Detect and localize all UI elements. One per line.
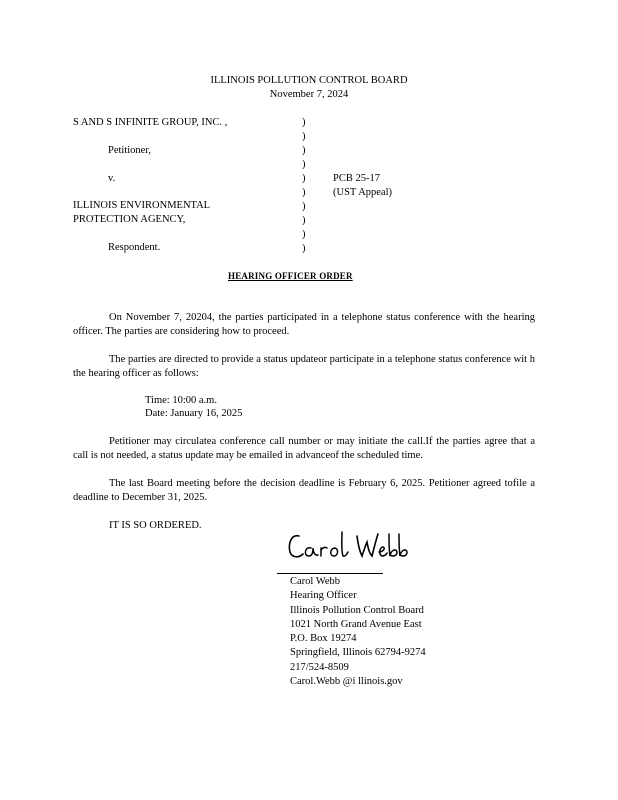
caption-paren: )	[302, 187, 306, 198]
order-date: November 7, 2024	[269, 89, 349, 100]
paragraph-2-text: The parties are directed to provide a status updateor participate in a telephone status conference wit h the hearing officer as follows:	[73, 354, 535, 379]
petitioner-name: S AND S INFINITE GROUP, INC. ,	[73, 117, 228, 128]
paragraph-4	[73, 477, 535, 505]
respondent-name-line2: PROTECTION AGENCY,	[73, 214, 186, 225]
paragraph-1-text: On November 7, 20204, the parties participated in a telephone status conference with the hearing officer. The parties are considering how to proceed.	[73, 312, 535, 337]
caption-paren-column	[302, 116, 306, 256]
agency-title: ILLINOIS POLLUTION CONTROL BOARD	[210, 75, 408, 86]
signer-email[interactable]: Carol.Webb @i llinois.gov	[290, 676, 403, 688]
caption-paren: )	[302, 215, 306, 226]
case-type: (UST Appeal)	[333, 187, 393, 198]
address-street: 1021 North Grand Avenue East	[290, 618, 422, 630]
paragraph-2	[73, 353, 535, 381]
signature-block	[290, 575, 426, 689]
signer-phone: 217/524-8509	[290, 661, 349, 673]
paragraph-1	[73, 311, 535, 339]
caption-paren: )	[302, 145, 306, 156]
respondent-name-line1: ILLINOIS ENVIRONMENTAL	[73, 200, 211, 211]
case-number: PCB 25-17	[333, 173, 380, 184]
address-po-box: P.O. Box 19274	[290, 633, 357, 645]
versus-label: v.	[108, 173, 116, 184]
caption-paren: )	[302, 131, 306, 142]
caption-paren: )	[302, 243, 306, 254]
caption-paren: )	[302, 201, 306, 212]
paragraph-3-text: Petitioner may circulatea conference call number or may initiate the call.If the parties agree that a call is not needed, a status update may be emailed in advanceof the scheduled time.	[73, 436, 535, 461]
petitioner-role: Petitioner,	[108, 145, 152, 156]
signature-line	[277, 573, 383, 574]
caption-paren: )	[302, 173, 306, 184]
caption-paren: )	[302, 117, 306, 128]
conference-date: Date: January 16, 2025	[145, 408, 243, 419]
respondent-role: Respondent.	[108, 242, 161, 253]
signer-title: Hearing Officer	[290, 590, 357, 602]
caption-paren: )	[302, 159, 306, 170]
paragraph-4-text: The last Board meeting before the decision deadline is February 6, 2025. Petitioner agreed tofile a deadline to December 31, 2025.	[73, 478, 535, 503]
signer-organization: Illinois Pollution Control Board	[290, 604, 424, 616]
order-title: HEARING OFFICER ORDER	[228, 271, 353, 281]
closing-statement: IT IS SO ORDERED.	[109, 520, 202, 531]
caption-paren: )	[302, 229, 306, 240]
address-city: Springfield, Illinois 62794-9274	[290, 647, 426, 659]
handwritten-signature	[285, 528, 415, 564]
signer-name: Carol Webb	[290, 576, 340, 587]
paragraph-3	[73, 435, 535, 463]
conference-time: Time: 10:00 a.m.	[145, 395, 217, 406]
